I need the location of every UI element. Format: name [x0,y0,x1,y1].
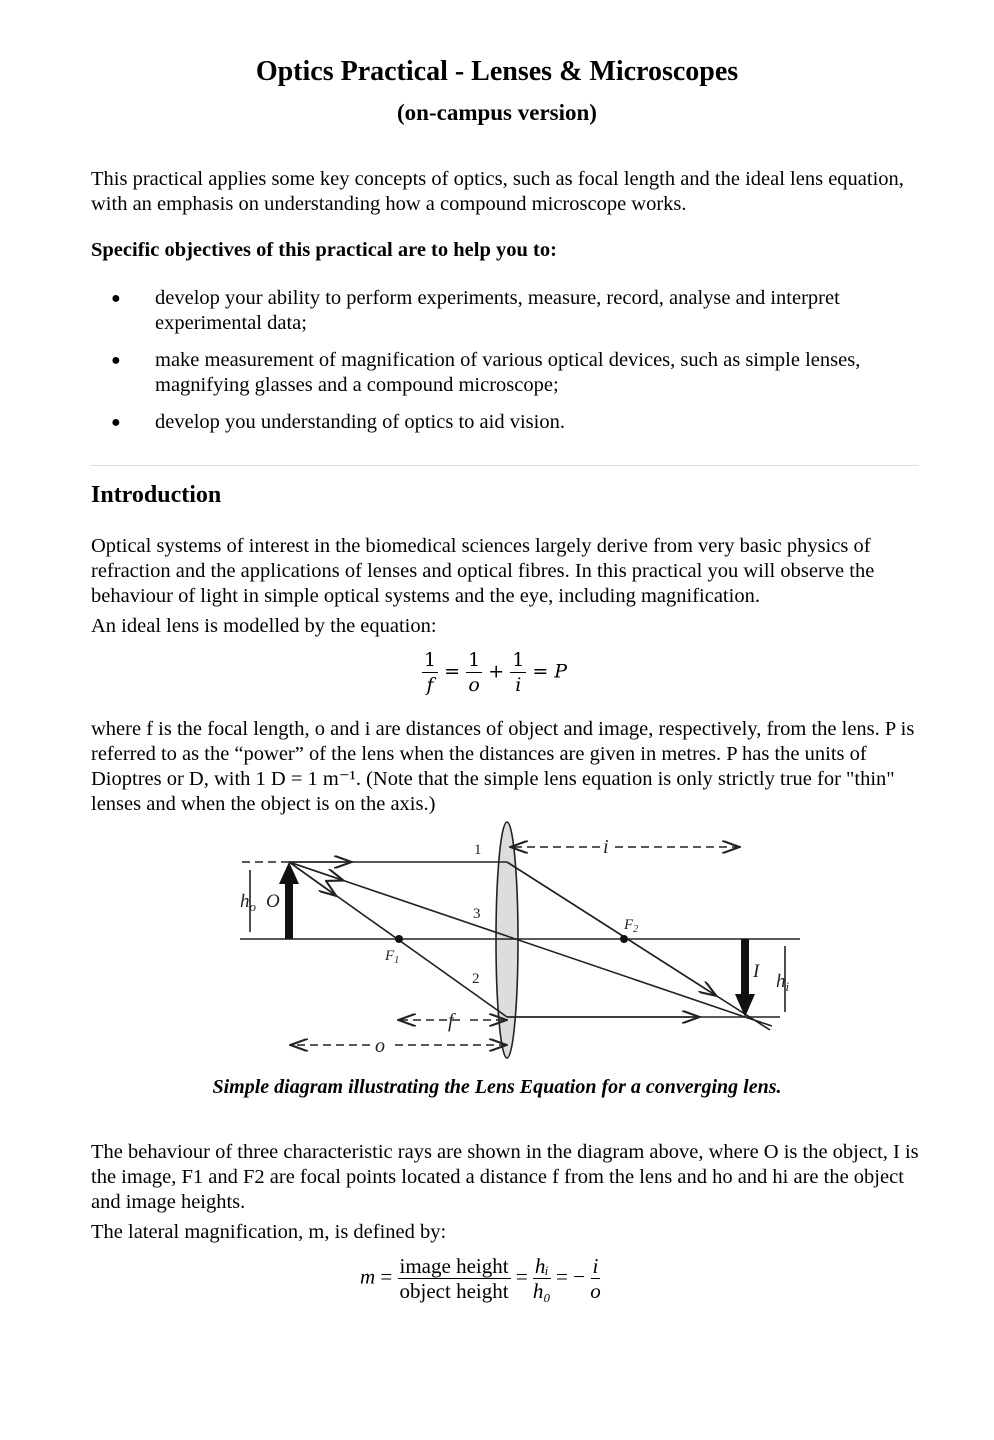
focal-point-f1 [395,935,403,943]
object-arrow [285,880,293,939]
object-label: O [266,891,280,912]
eq-den: h₀ [532,1279,551,1303]
intro-paragraph-4: The behaviour of three characteristic rays are shown in the diagram above, where O is the object, I is the image, F1 and F2 are focal points located a distance f from the lens and ho and hi are the object and image heights. [91,1141,919,1213]
intro-paragraph-2: An ideal lens is modelled by the equation: [91,615,437,637]
focal-point-f2 [620,935,628,943]
objective-item: ● make measurement of magnification of various optical devices, such as simple lenses, magnifying glasses and a compound microscope; [91,348,921,398]
ray-label-3: 3 [473,906,481,922]
f2-label: $F_2$ [624,917,639,935]
document-title: Optics Practical - Lenses & Microscopes [255,56,739,87]
hi-label: $h_i$ [776,971,790,994]
eq-num: 1 [468,649,481,671]
image-distance-label: i [603,836,609,858]
lens-shape [496,822,518,1058]
eq-m: m [360,1264,376,1289]
figure-caption: Simple diagram illustrating the Lens Equation for a converging lens. [212,1076,782,1098]
focal-length-label: f [448,1010,454,1032]
magnification-equation: m = $\frac{\text{image height}}{\text{object height}}$ = $\frac{\text{hᵢ}}{\text{h₀}}$ = − $\frac{i}{o}$ [360,1254,601,1303]
ray-label-1: 1 [474,842,482,858]
eq-num: i [592,1254,599,1278]
object-distance-label: o [375,1035,385,1057]
objectives-heading: Specific objectives of this practical are to help you to: [91,239,557,261]
f1-label: $F_1$ [385,948,400,966]
image-arrow [741,939,749,997]
lens-equation: $\frac{1}{f}$ = $\frac{1}{o}$ + $\frac{1}{i}$ = P [424,649,568,696]
eq-power: P [554,660,568,683]
image-label: I [753,961,760,982]
eq-num: 1 [512,649,525,671]
ho-label: $h_o$ [240,891,256,914]
section-heading: Introduction [91,482,222,508]
document-subtitle: (on-campus version) [397,100,597,125]
eq-den-o: o [468,674,480,696]
intro-paragraph: This practical applies some key concepts of optics, such as focal length and the ideal lens equation, with an emphasis on understanding how a compound microscope works. [91,168,904,215]
eq-den-f: f [426,674,434,696]
intro-paragraph-3: where f is the focal length, o and i are distances of object and image, respectively, from the lens. P is referred to as the “power” of the lens when the distances are given in metres. P has the units of Dioptres or D, with 1 D = 1 m⁻¹. (Note that the simple lens equation is only strictly true for "thin" lenses and when the object is on the axis.) [91,718,915,815]
ray-label-2: 2 [472,971,480,987]
objective-item: ● develop you understanding of optics to aid vision. [91,410,921,435]
eq-den: object height [399,1279,509,1303]
eq-den: o [590,1279,601,1303]
objective-item: ● develop your ability to perform experiments, measure, record, analyse and interpret experimental data; [91,286,921,336]
eq-num: hᵢ [534,1254,549,1278]
eq-den-i: i [515,674,522,696]
eq-num: 1 [424,649,437,671]
eq-num: image height [399,1254,509,1278]
intro-paragraph-5: The lateral magnification, m, is defined by: [91,1221,447,1243]
intro-paragraph-1: Optical systems of interest in the biomedical sciences largely derive from very basic physics of refraction and the applications of lenses and optical fibres. In this practical you will observe the behaviour of light in simple optical systems and the eye, including magnification. [91,535,875,607]
